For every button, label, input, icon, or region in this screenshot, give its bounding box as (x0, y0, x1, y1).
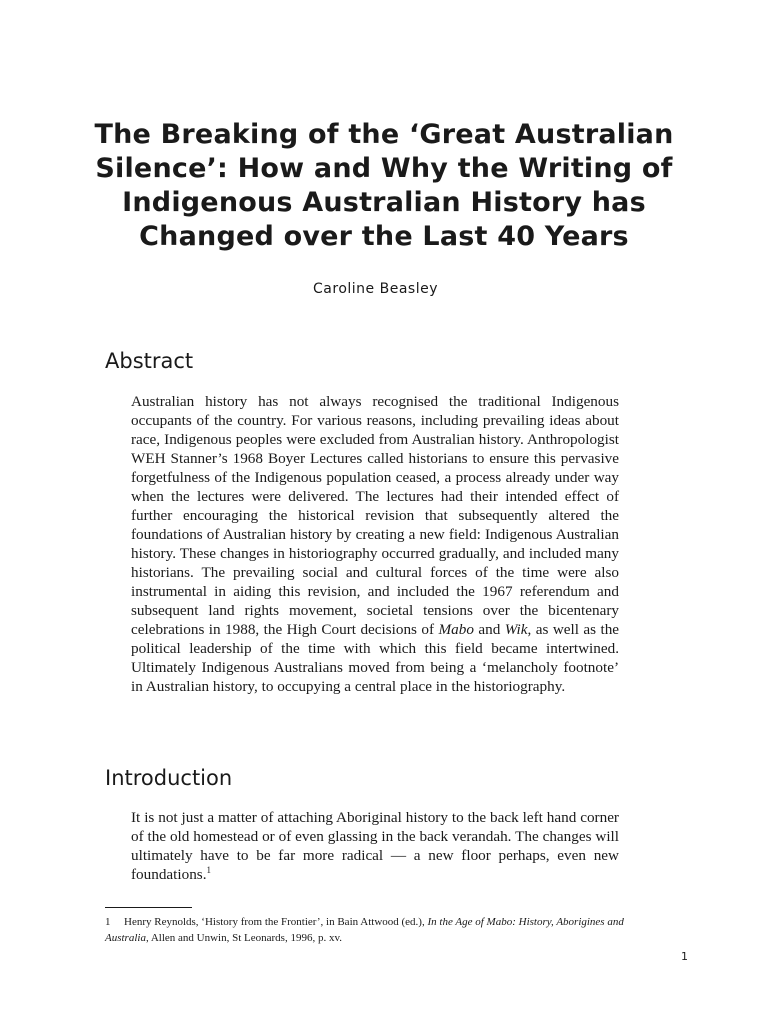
introduction-quote (131, 808, 619, 884)
abstract-text-and: and (478, 621, 501, 638)
introduction-heading: Introduction (105, 766, 233, 790)
abstract-italic-wik: Wik (504, 621, 528, 638)
footnote-text-before: Henry Reynolds, ‘History from the Frontier’, in Bain Attwood (ed.), (124, 916, 425, 928)
page-title: The Breaking of the ‘Great Australian Silence’: How and Why the Writing of Indigenous Australian History has Changed over the Last 40 Years (94, 119, 674, 252)
footnote-marker[interactable]: 1 (206, 864, 212, 875)
page-number: 1 (681, 950, 688, 963)
abstract-heading: Abstract (105, 349, 194, 373)
abstract-italic-mabo: Mabo (438, 621, 474, 638)
introduction-quote-text: It is not just a matter of attaching Aboriginal history to the back left hand corner of the old homestead or of even glassing in the back verandah. The changes will ultimately have to be far more radical — a new floor perhaps, even new foundations. (131, 809, 619, 883)
abstract-text-part1: Australian history has not always recognised the traditional Indigenous occupants of the country. For various reasons, including prevailing ideas about race, Indigenous peoples were excluded from Australian history. Anthropologist WEH Stanner’s 1968 Boyer Lectures called historians to ensure this pervasive forgetfulness of the Indigenous population ceased, a process already under way when the lectures were delivered. The lectures had their intended effect of further encouraging the historical revision that subsequently altered the foundations of Australian history by creating a new field: Indigenous Australian history. These changes in historiography occurred gradually, and included many historians. The prevailing social and cultural forces of the time were also instrumental in aiding this revision, and included the 1967 referendum and subsequent land rights movement, societal tensions over the bicentenary celebrations in 1988, the High Court decisions of (131, 393, 619, 638)
footnote-italic-title: In the Age of Mabo: History, Aborigines and Australia (105, 916, 624, 944)
author-name: Caroline Beasley (313, 281, 438, 297)
abstract-paragraph (131, 392, 619, 696)
abstract-text-part2: , as well as the political leadership of the time with which this field became intertwined. Ultimately Indigenous Australians moved from being a ‘melancholy footnote’ in Australian history, to occupying a central place in the historiography. (131, 621, 620, 695)
footnote-number: 1 (105, 916, 111, 928)
footnote (105, 914, 625, 946)
footnote-divider (105, 907, 192, 908)
footnote-text-after: , Allen and Unwin, St Leonards, 1996, p. xv. (145, 932, 342, 944)
